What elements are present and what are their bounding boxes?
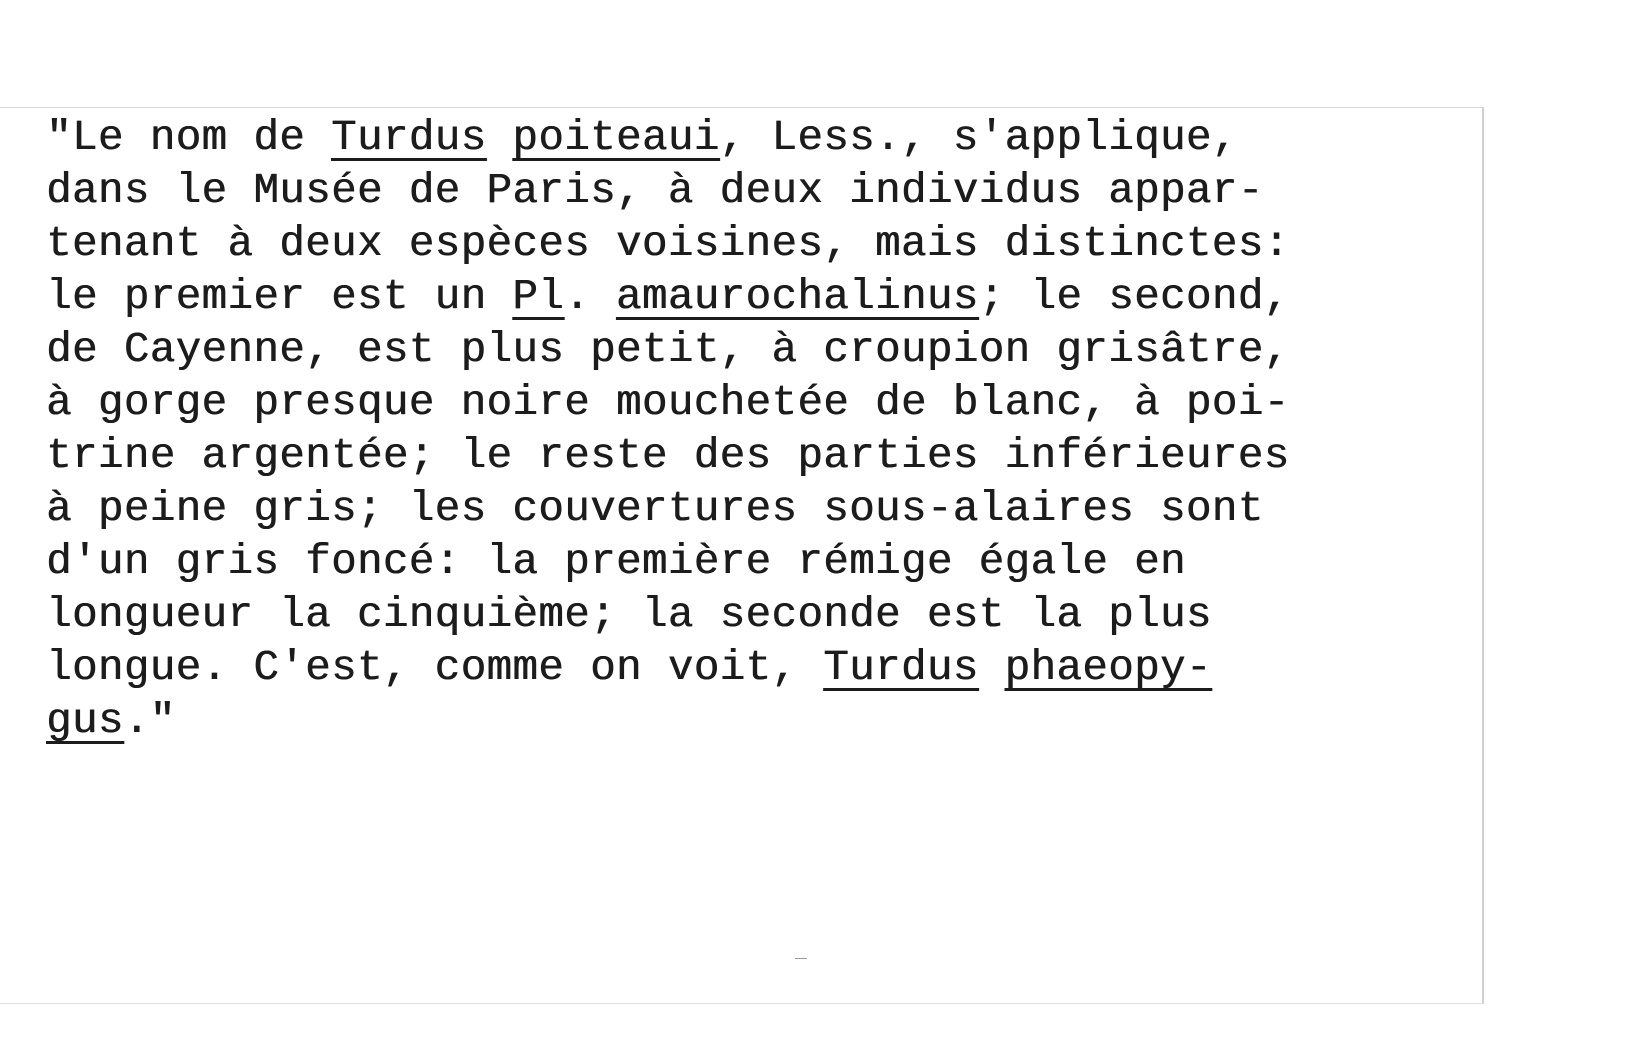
text-segment: . [564,273,616,321]
text-segment: de Cayenne, est plus petit, à croupion grisâtre, [46,326,1290,374]
text-line [46,324,1486,377]
text-segment: dans le Musée de Paris, à deux individus appar- [46,167,1264,215]
text-segment: ; le second, [978,273,1290,321]
stray-mark [795,958,807,959]
typewritten-text [46,112,1486,748]
text-segment: le premier est un [46,273,513,321]
text-line [46,430,1486,483]
underlined-taxon-text: phaeopy- [1004,644,1212,692]
underlined-taxon-text: gus [46,697,124,745]
text-line [46,377,1486,430]
underlined-taxon-text: Turdus [823,644,979,692]
text-segment: tenant à deux espèces voisines, mais distinctes: [46,220,1290,268]
text-line [46,589,1486,642]
text-segment: trine argentée; le reste des parties inférieures [46,432,1290,480]
text-segment: , Less., s'applique, [719,114,1238,162]
text-line [46,483,1486,536]
underlined-taxon-text: amaurochalinus [615,273,979,321]
text-line [46,165,1486,218]
text-segment: à peine gris; les couvertures sous-alaires sont [46,485,1264,533]
text-segment: longue. C'est, comme on voit, [46,644,824,692]
text-line [46,642,1486,695]
underlined-taxon-text: poiteaui [512,114,720,162]
text-line [46,695,1486,748]
text-line [46,536,1486,589]
text-segment: à gorge presque noire mouchetée de blanc, à poi- [46,379,1290,427]
text-segment: "Le nom de [46,114,331,162]
underlined-taxon-text: Turdus [330,114,487,162]
text-line [46,218,1486,271]
text-segment [979,644,1005,692]
text-line [46,271,1486,324]
text-line [46,112,1486,165]
underlined-taxon-text: Pl [512,273,565,321]
text-segment: longueur la cinquième; la seconde est la plus [46,591,1212,639]
text-segment: d'un gris foncé: la première rémige égale en [46,538,1186,586]
text-segment: ." [123,697,176,745]
text-segment [486,114,512,162]
